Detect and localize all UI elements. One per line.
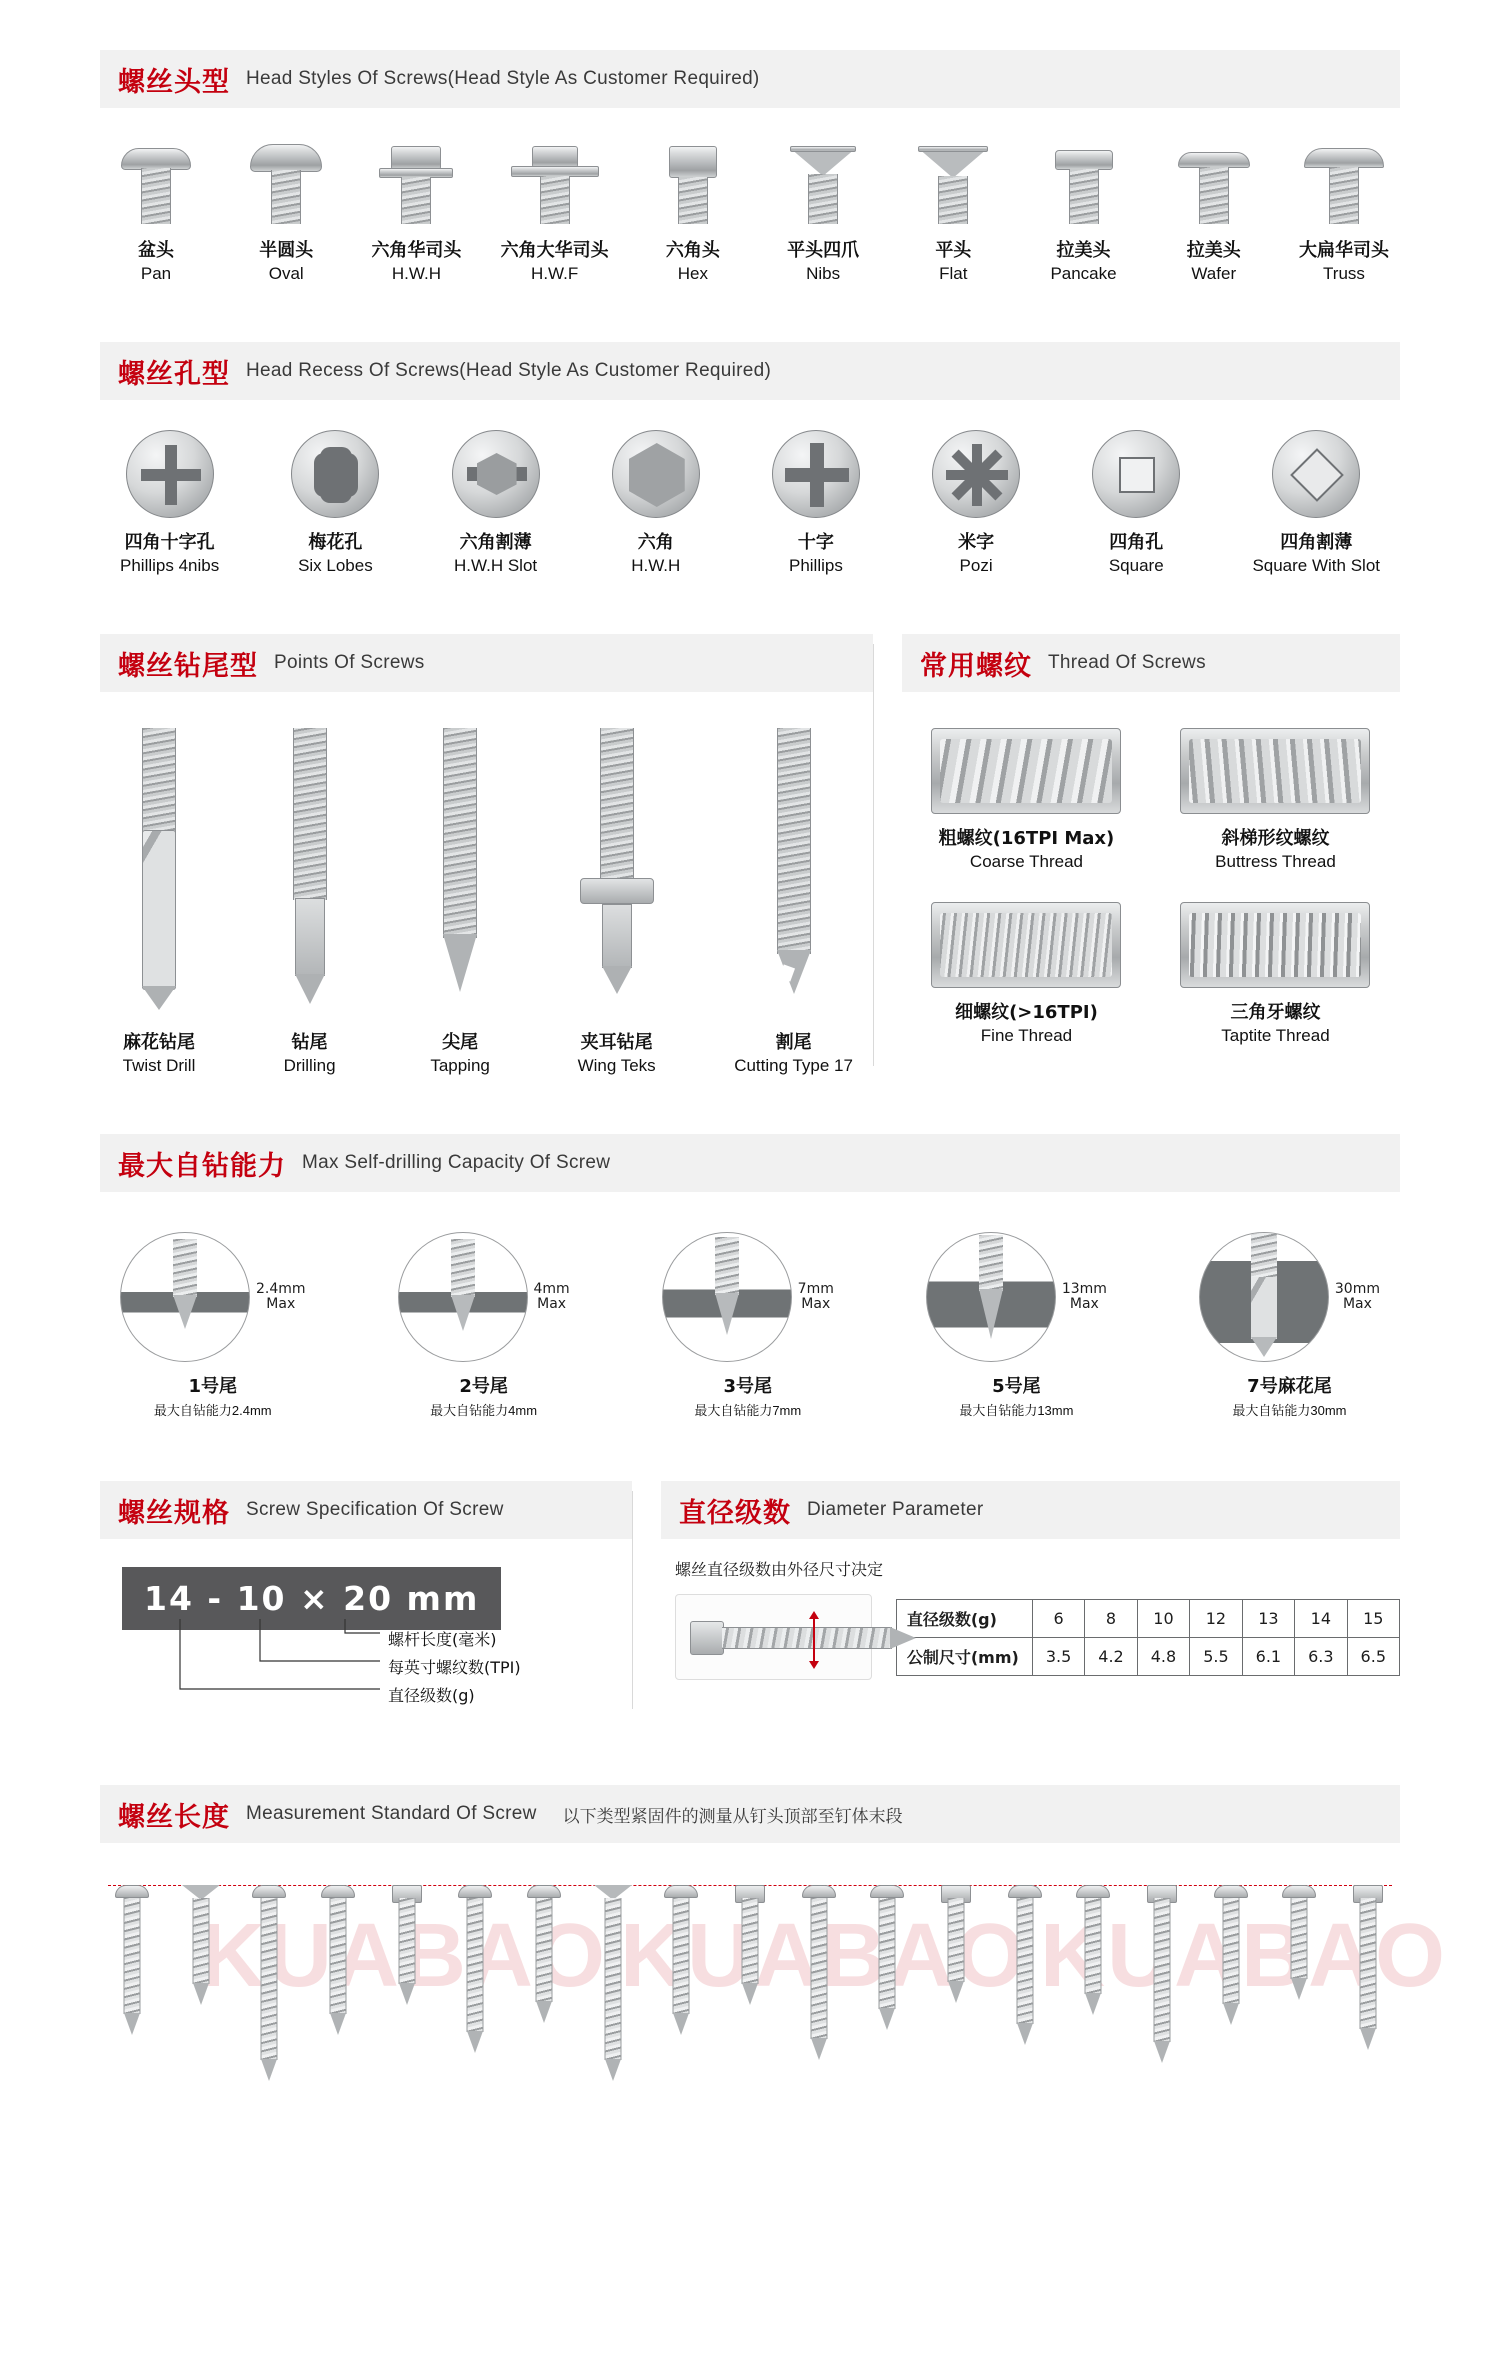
item-label-cn: 六角割薄 — [459, 532, 532, 553]
point-7-capacity-icon — [1199, 1232, 1329, 1362]
item-label-en: H.W.H — [631, 556, 681, 575]
length-screw — [659, 1885, 703, 2045]
thread-item — [931, 728, 1121, 872]
capacity-callout: 7mm — [797, 1280, 834, 1297]
item-label-sub: 最大自钻能力13mm — [959, 1403, 1074, 1418]
item-label-cn: 四角孔 — [1109, 532, 1164, 553]
cell: 6.3 — [1295, 1637, 1347, 1675]
length-screw — [1140, 1885, 1184, 2073]
row-header: 直径级数(g) — [896, 1599, 1032, 1637]
section-title-cn: 螺丝头型 — [118, 66, 230, 98]
section-points — [100, 634, 873, 1076]
section-header-points — [100, 634, 873, 692]
item-label-cn: 十字 — [797, 532, 834, 553]
head-style-item — [1168, 134, 1260, 284]
item-label-en: Buttress Thread — [1215, 852, 1336, 871]
section-header-capacity — [100, 1134, 1400, 1192]
point-item — [271, 728, 349, 1076]
item-label-cn: 钻尾 — [291, 1032, 328, 1053]
spec-label-tpi: 每英寸螺纹数(TPI) — [388, 1658, 521, 1677]
cell: 3.5 — [1032, 1637, 1084, 1675]
head-recess-row — [100, 400, 1400, 576]
length-screw — [453, 1885, 497, 2063]
vertical-divider — [873, 644, 874, 1066]
length-screw — [522, 1885, 566, 2033]
length-screw — [728, 1885, 772, 2015]
cell: 13 — [1242, 1599, 1294, 1637]
section-title-cn: 最大自钻能力 — [118, 1150, 286, 1182]
section-title-cn: 常用螺纹 — [919, 650, 1032, 682]
cell: 5.5 — [1190, 1637, 1242, 1675]
thread-item — [931, 902, 1121, 1046]
capacity-callout: 2.4mm — [256, 1280, 306, 1297]
item-label-cn: 割尾 — [775, 1032, 812, 1053]
section-specification — [100, 1481, 632, 1719]
points-threads-block — [100, 634, 1400, 1076]
hex-large-washer-head-screw-icon — [509, 134, 601, 226]
item-label-en: Pancake — [1050, 264, 1117, 283]
pan-head-screw-icon — [110, 134, 202, 226]
cell: 15 — [1347, 1599, 1399, 1637]
head-style-item — [907, 134, 999, 284]
capacity-callout-max: Max — [266, 1296, 296, 1312]
point-item — [120, 728, 198, 1076]
length-screw — [1071, 1885, 1115, 2025]
diameter-content — [661, 1580, 1400, 1680]
six-lobes-recess-icon — [291, 430, 379, 518]
section-length — [100, 1785, 1447, 2201]
square-slot-recess-icon — [1272, 430, 1360, 518]
capacity-callout: 13mm — [1061, 1280, 1107, 1297]
item-label-cn: 平头 — [935, 240, 972, 261]
vertical-divider — [632, 1491, 633, 1709]
coarse-thread-icon — [931, 728, 1121, 814]
item-label-cn: 拉美头 — [1056, 240, 1111, 261]
truss-head-screw-icon — [1298, 134, 1390, 226]
points-row — [100, 692, 873, 1076]
cell: 8 — [1085, 1599, 1137, 1637]
cell: 6.5 — [1347, 1637, 1399, 1675]
section-title-cn: 螺丝长度 — [118, 1801, 230, 1833]
capacity-callout-max: Max — [1342, 1296, 1372, 1312]
pancake-head-screw-icon — [1038, 134, 1130, 226]
recess-item — [772, 430, 860, 576]
length-screw — [110, 1885, 154, 2045]
point-item — [421, 728, 499, 1076]
spec-label-gauge: 直径级数(g) — [388, 1686, 475, 1705]
section-head-recess — [100, 342, 1400, 576]
recess-item — [1092, 430, 1180, 576]
section-title-cn: 螺丝孔型 — [118, 358, 230, 390]
length-screw — [1209, 1885, 1253, 2035]
item-label-cn: 3号尾 — [723, 1376, 773, 1397]
cell: 4.8 — [1137, 1637, 1189, 1675]
length-screw — [1277, 1885, 1321, 2010]
point-2-capacity-icon — [398, 1232, 528, 1362]
hex-head-screw-icon — [647, 134, 739, 226]
row-header: 公制尺寸(mm) — [896, 1637, 1032, 1675]
thread-item — [1180, 728, 1370, 872]
item-label-cn: 2号尾 — [459, 1376, 508, 1397]
cell: 6 — [1032, 1599, 1084, 1637]
head-style-item — [1038, 134, 1130, 284]
item-label-cn: 半圆头 — [259, 240, 314, 261]
item-label-cn: 四角十字孔 — [124, 532, 215, 553]
length-screw — [247, 1885, 291, 2091]
threads-row-2 — [902, 872, 1400, 1046]
section-title-en: Diameter Parameter — [807, 1499, 984, 1520]
item-label-en: Six Lobes — [298, 556, 373, 575]
item-label-cn: 盆头 — [138, 240, 174, 261]
recess-item — [1252, 430, 1380, 576]
item-label-en: Flat — [939, 264, 968, 283]
cell: 10 — [1137, 1599, 1189, 1637]
oval-head-screw-icon — [240, 134, 332, 226]
point-1-capacity-icon — [120, 1232, 250, 1362]
length-screw — [797, 1885, 841, 2070]
item-label-cn: 尖尾 — [442, 1032, 479, 1053]
item-label-cn: 六角头 — [665, 240, 720, 261]
spec-label-length: 螺杆长度(毫米) — [388, 1630, 497, 1649]
item-label-cn: 1号尾 — [188, 1376, 238, 1397]
item-label-sub: 最大自钻能力7mm — [694, 1403, 802, 1418]
recess-item — [120, 430, 219, 576]
item-label-cn: 六角大华司头 — [500, 240, 609, 261]
wafer-head-screw-icon — [1168, 134, 1260, 226]
hex-recess-icon — [612, 430, 700, 518]
item-label-en: Wing Teks — [577, 1056, 656, 1075]
point-3-capacity-icon — [662, 1232, 792, 1362]
item-label-en: Oval — [268, 264, 304, 283]
item-label-cn: 拉美头 — [1186, 240, 1241, 261]
head-style-item — [647, 134, 739, 284]
hex-washer-head-screw-icon — [370, 134, 462, 226]
recess-item — [452, 430, 540, 576]
section-title-cn: 螺丝规格 — [118, 1497, 230, 1529]
screw-lineup-row — [110, 1885, 1390, 2091]
section-threads — [902, 634, 1400, 1076]
item-label-cn: 7号麻花尾 — [1247, 1376, 1332, 1397]
item-label-en: Pan — [140, 264, 172, 283]
section-title-en: Max Self-drilling Capacity Of Screw — [302, 1152, 611, 1173]
length-screw — [865, 1885, 909, 2040]
head-style-item — [240, 134, 332, 284]
watermark: KUABAO — [1040, 1906, 1447, 2006]
section-title-en: Head Styles Of Screws(Head Style As Customer Required) — [246, 68, 760, 89]
section-title-en: Measurement Standard Of Screw — [246, 1803, 537, 1824]
taptite-thread-icon — [1180, 902, 1370, 988]
length-screw-lineup — [100, 1871, 1447, 2201]
item-label-en: Twist Drill — [122, 1056, 196, 1075]
diameter-arrow-icon — [794, 1611, 834, 1671]
capacity-callout-max: Max — [801, 1296, 831, 1312]
screw-reference-poster — [0, 50, 1500, 2365]
item-label-en: Wafer — [1191, 264, 1237, 283]
item-label-en: Phillips 4nibs — [120, 556, 220, 575]
capacity-callout: 30mm — [1334, 1280, 1380, 1297]
phillips-recess-icon — [772, 430, 860, 518]
cutting-type17-point-icon — [755, 728, 833, 1018]
head-style-item — [1298, 134, 1390, 284]
tapping-point-icon — [421, 728, 499, 1018]
twist-drill-point-icon — [120, 728, 198, 1018]
section-title-cn: 直径级数 — [679, 1497, 791, 1529]
item-label-cn: 斜梯形纹螺纹 — [1221, 828, 1330, 849]
item-label-en: Coarse Thread — [969, 852, 1084, 871]
item-label-cn: 平头四爪 — [787, 240, 860, 261]
item-label-en: Nibs — [806, 264, 841, 283]
section-title-en: Points Of Screws — [274, 652, 425, 673]
flat-nibs-head-screw-icon — [777, 134, 869, 226]
head-style-item — [370, 134, 462, 284]
diameter-note: 螺丝直径级数由外径尺寸决定 — [675, 1560, 884, 1579]
section-title-en: Head Recess Of Screws(Head Style As Customer Required) — [246, 360, 772, 381]
square-recess-icon — [1092, 430, 1180, 518]
recess-item — [291, 430, 379, 576]
diameter-table — [896, 1599, 1400, 1676]
section-title-en: Screw Specification Of Screw — [246, 1499, 504, 1520]
hex-slot-recess-icon — [452, 430, 540, 518]
capacity-callout: 4mm — [533, 1280, 570, 1297]
section-diameter — [661, 1481, 1400, 1719]
pozi-recess-icon — [932, 430, 1020, 518]
wing-teks-point-icon — [572, 728, 662, 1018]
capacity-callout-max: Max — [537, 1296, 567, 1312]
item-label-en: Square — [1108, 556, 1164, 575]
head-style-item — [110, 134, 202, 284]
section-header-threads — [902, 634, 1400, 692]
item-label-en: H.W.H Slot — [454, 556, 538, 575]
head-style-item — [777, 134, 869, 284]
flat-head-screw-icon — [907, 134, 999, 226]
length-screw — [934, 1885, 978, 2013]
item-label-en: H.W.H — [391, 264, 441, 283]
capacity-item — [398, 1232, 570, 1419]
head-styles-row — [100, 108, 1400, 284]
section-title-cn: 螺丝钻尾型 — [118, 650, 258, 682]
capacity-row — [100, 1192, 1400, 1419]
drilling-point-icon — [271, 728, 349, 1018]
buttress-thread-icon — [1180, 728, 1370, 814]
length-screw — [316, 1885, 360, 2045]
cell: 6.1 — [1242, 1637, 1294, 1675]
length-screw — [591, 1885, 635, 2091]
item-label-sub: 最大自钻能力4mm — [430, 1403, 538, 1418]
phillips-4nibs-recess-icon — [126, 430, 214, 518]
threads-row-1 — [902, 692, 1400, 872]
capacity-item — [1199, 1232, 1380, 1419]
item-label-cn: 5号尾 — [992, 1376, 1041, 1397]
item-label-cn: 麻花钻尾 — [123, 1032, 195, 1053]
spec-diameter-block — [100, 1481, 1400, 1719]
item-label-en: Truss — [1323, 264, 1365, 283]
item-label-sub: 最大自钻能力2.4mm — [153, 1403, 272, 1418]
capacity-item — [662, 1232, 834, 1419]
section-head-styles — [100, 50, 1400, 284]
spec-code: 14 - 10 × 20 mm — [122, 1567, 501, 1630]
item-label-en: Taptite Thread — [1221, 1026, 1330, 1045]
cell: 12 — [1190, 1599, 1242, 1637]
table-row — [896, 1599, 1399, 1637]
item-label-en: Pozi — [959, 556, 993, 575]
item-label-cn: 米字 — [958, 532, 995, 553]
item-label-en: Phillips — [788, 556, 843, 575]
section-capacity — [100, 1134, 1400, 1419]
cell: 14 — [1295, 1599, 1347, 1637]
capacity-item — [120, 1232, 306, 1419]
cell: 4.2 — [1085, 1637, 1137, 1675]
section-header-length — [100, 1785, 1400, 1843]
item-label-en: Hex — [677, 264, 708, 283]
item-label-cn: 大扁华司头 — [1298, 240, 1389, 261]
length-screw — [179, 1885, 223, 2015]
recess-item — [612, 430, 700, 576]
item-label-sub: 最大自钻能力30mm — [1232, 1403, 1347, 1418]
section-header-diameter — [661, 1481, 1400, 1539]
item-label-cn: 四角割薄 — [1280, 532, 1353, 553]
item-label-cn: 粗螺纹(16TPI Max) — [938, 828, 1115, 849]
section-title-en: Thread Of Screws — [1047, 652, 1206, 673]
section-header-specification — [100, 1481, 632, 1539]
diameter-note-wrap — [661, 1539, 1400, 1580]
item-label-en: Tapping — [430, 1056, 490, 1075]
table-row — [896, 1637, 1399, 1675]
item-label-cn: 细螺纹(>16TPI) — [955, 1002, 1098, 1023]
item-label-en: Drilling — [283, 1056, 336, 1075]
item-label-en: Fine Thread — [980, 1026, 1073, 1045]
capacity-callout-max: Max — [1069, 1296, 1099, 1312]
thread-item — [1180, 902, 1370, 1046]
section-header-head-recess — [100, 342, 1400, 400]
length-screw — [1003, 1885, 1047, 2055]
point-5-capacity-icon — [926, 1232, 1056, 1362]
spec-diagram — [100, 1539, 632, 1719]
item-label-en: H.W.F — [531, 264, 579, 283]
item-label-cn: 六角 — [637, 532, 674, 553]
head-style-item — [501, 134, 609, 284]
section-header-head-styles — [100, 50, 1400, 108]
item-label-cn: 三角牙螺纹 — [1230, 1002, 1321, 1023]
length-screw — [1346, 1885, 1390, 2060]
point-item — [572, 728, 662, 1076]
section-note: 以下类型紧固件的测量从钉头顶部至钉体末段 — [562, 1806, 903, 1827]
item-label-en: Square With Slot — [1252, 556, 1380, 575]
item-label-en: Cutting Type 17 — [734, 1056, 853, 1075]
item-label-cn: 六角华司头 — [371, 240, 462, 261]
recess-item — [932, 430, 1020, 576]
fine-thread-icon — [931, 902, 1121, 988]
item-label-cn: 夹耳钻尾 — [580, 1032, 653, 1053]
screw-diameter-illustration — [675, 1594, 872, 1680]
capacity-item — [926, 1232, 1107, 1419]
length-screw — [385, 1885, 429, 2015]
point-item — [734, 728, 853, 1076]
item-label-cn: 梅花孔 — [308, 532, 363, 553]
